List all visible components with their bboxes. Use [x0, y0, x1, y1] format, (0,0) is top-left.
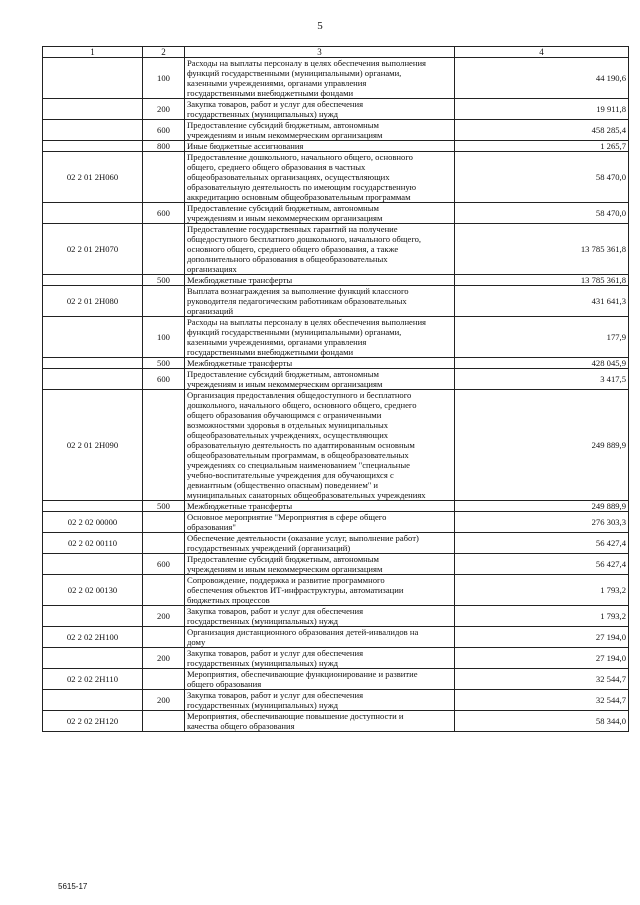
row-expense-type: 200: [143, 648, 185, 669]
row-amount: 32 544,7: [455, 669, 629, 690]
row-description: Основное мероприятие "Мероприятия в сфере общего образования": [185, 512, 455, 533]
row-description: Межбюджетные трансферты: [185, 358, 455, 369]
row-expense-type: [143, 575, 185, 606]
header-col-4: 4: [455, 47, 629, 58]
row-code: 02 2 02 00110: [43, 533, 143, 554]
row-expense-type: 100: [143, 317, 185, 358]
row-description: Выплата вознаграждения за выполнение функций классного руководителя педагогическим работникам образовательных организаций: [185, 286, 455, 317]
row-expense-type: 500: [143, 501, 185, 512]
row-description: Мероприятия, обеспечивающие функционирование и развитие общего образования: [185, 669, 455, 690]
row-code: 02 2 01 2Н060: [43, 152, 143, 203]
row-description: Иные бюджетные ассигнования: [185, 141, 455, 152]
row-code: 02 2 01 2Н070: [43, 224, 143, 275]
table-row: [43, 512, 629, 533]
row-code: [43, 99, 143, 120]
table-row: [43, 627, 629, 648]
row-description: Межбюджетные трансферты: [185, 501, 455, 512]
row-description: Мероприятия, обеспечивающие повышение доступности и качества общего образования: [185, 711, 455, 732]
row-code: [43, 317, 143, 358]
table-row: [43, 152, 629, 203]
page-number: 5: [317, 20, 323, 32]
row-description: Расходы на выплаты персоналу в целях обеспечения выполнения функций государственными (муниципальными) органами, казенными учреждениями, органами управления государственными внебюджетными фондами: [185, 58, 455, 99]
row-expense-type: [143, 390, 185, 501]
row-expense-type: 500: [143, 358, 185, 369]
row-description: Закупка товаров, работ и услуг для обеспечения государственных (муниципальных) нужд: [185, 648, 455, 669]
row-amount: 58 470,0: [455, 203, 629, 224]
row-description: Сопровождение, поддержка и развитие программного обеспечения объектов ИТ-инфраструктуры, автоматизации бюджетных процессов: [185, 575, 455, 606]
row-amount: 249 889,9: [455, 501, 629, 512]
row-description: Предоставление субсидий бюджетным, автономным учреждениям и иным некоммерческим организациям: [185, 554, 455, 575]
row-amount: 56 427,4: [455, 554, 629, 575]
row-code: 02 2 02 2Н120: [43, 711, 143, 732]
row-amount: 249 889,9: [455, 390, 629, 501]
row-code: 02 2 01 2Н090: [43, 390, 143, 501]
row-description: Межбюджетные трансферты: [185, 275, 455, 286]
table-row: [43, 224, 629, 275]
table-row: [43, 286, 629, 317]
document-code: 5615-17: [58, 882, 88, 891]
row-expense-type: 200: [143, 690, 185, 711]
table-row: [43, 606, 629, 627]
row-amount: 27 194,0: [455, 627, 629, 648]
row-amount: 3 417,5: [455, 369, 629, 390]
row-amount: 27 194,0: [455, 648, 629, 669]
row-code: [43, 203, 143, 224]
row-amount: 58 344,0: [455, 711, 629, 732]
table-row: [43, 669, 629, 690]
table-row: [43, 690, 629, 711]
header-col-3: 3: [185, 47, 455, 58]
table-row: [43, 390, 629, 501]
row-amount: 458 285,4: [455, 120, 629, 141]
row-expense-type: 600: [143, 203, 185, 224]
row-code: [43, 275, 143, 286]
row-amount: 1 265,7: [455, 141, 629, 152]
row-expense-type: [143, 669, 185, 690]
table-row: [43, 275, 629, 286]
row-code: 02 2 02 00000: [43, 512, 143, 533]
row-amount: 431 641,3: [455, 286, 629, 317]
row-code: [43, 358, 143, 369]
row-amount: 32 544,7: [455, 690, 629, 711]
row-code: 02 2 01 2Н080: [43, 286, 143, 317]
header-row: [43, 47, 629, 58]
row-amount: 1 793,2: [455, 575, 629, 606]
row-description: Предоставление государственных гарантий на получение общедоступного бесплатного дошкольного, начального общего, основного общего, среднего общего образования, а также дополнительного образования в общеобразовательных организациях: [185, 224, 455, 275]
row-description: Закупка товаров, работ и услуг для обеспечения государственных (муниципальных) нужд: [185, 606, 455, 627]
row-amount: 177,9: [455, 317, 629, 358]
table-row: [43, 648, 629, 669]
row-description: Предоставление субсидий бюджетным, автономным учреждениям и иным некоммерческим организациям: [185, 120, 455, 141]
row-expense-type: 600: [143, 369, 185, 390]
row-code: [43, 501, 143, 512]
table-row: [43, 501, 629, 512]
row-expense-type: 100: [143, 58, 185, 99]
row-expense-type: 200: [143, 99, 185, 120]
row-expense-type: 800: [143, 141, 185, 152]
table-row: [43, 203, 629, 224]
row-expense-type: [143, 533, 185, 554]
row-code: 02 2 02 2Н110: [43, 669, 143, 690]
row-description: Предоставление субсидий бюджетным, автономным учреждениям и иным некоммерческим организациям: [185, 203, 455, 224]
row-amount: 13 785 361,8: [455, 224, 629, 275]
row-description: Расходы на выплаты персоналу в целях обеспечения выполнения функций государственными (муниципальными) органами, казенными учреждениями, органами управления государственными внебюджетными фондами: [185, 317, 455, 358]
row-code: [43, 648, 143, 669]
row-expense-type: 600: [143, 554, 185, 575]
row-expense-type: 200: [143, 606, 185, 627]
table-row: [43, 369, 629, 390]
table-row: [43, 358, 629, 369]
row-code: [43, 141, 143, 152]
row-expense-type: 500: [143, 275, 185, 286]
row-expense-type: 600: [143, 120, 185, 141]
table-row: [43, 120, 629, 141]
row-amount: 19 911,8: [455, 99, 629, 120]
table-row: [43, 575, 629, 606]
row-code: [43, 58, 143, 99]
row-code: [43, 690, 143, 711]
row-description: Предоставление субсидий бюджетным, автономным учреждениям и иным некоммерческим организациям: [185, 369, 455, 390]
row-amount: 1 793,2: [455, 606, 629, 627]
row-expense-type: [143, 627, 185, 648]
row-code: [43, 120, 143, 141]
row-description: Организация дистанционного образования детей-инвалидов на дому: [185, 627, 455, 648]
row-expense-type: [143, 512, 185, 533]
row-code: [43, 369, 143, 390]
row-description: Закупка товаров, работ и услуг для обеспечения государственных (муниципальных) нужд: [185, 99, 455, 120]
row-description: Организация предоставления общедоступного и бесплатного дошкольного, начального общего, основного общего, среднего общего образования обучающимся с ограниченными возможностями здоровья в отдельных муниципальных общеобразовательных учреждениях, осуществляющих образовательную деятельность по адаптированным основным общеобразовательным программам, в общеобразовательных учреждениях со специальным наименованием "специальные учебно-воспитательные учреждения для обучающихся с девиантным (общественно опасным) поведением" и муниципальных санаторных общеобразовательных учреждениях: [185, 390, 455, 501]
row-amount: 428 045,9: [455, 358, 629, 369]
row-description: Закупка товаров, работ и услуг для обеспечения государственных (муниципальных) нужд: [185, 690, 455, 711]
row-expense-type: [143, 286, 185, 317]
row-expense-type: [143, 152, 185, 203]
header-col-1: 1: [43, 47, 143, 58]
table-row: [43, 99, 629, 120]
budget-table: [42, 46, 629, 732]
table-row: [43, 554, 629, 575]
row-expense-type: [143, 224, 185, 275]
row-amount: 276 303,3: [455, 512, 629, 533]
row-code: [43, 606, 143, 627]
header-col-2: 2: [143, 47, 185, 58]
table-row: [43, 533, 629, 554]
row-amount: 56 427,4: [455, 533, 629, 554]
table-row: [43, 58, 629, 99]
row-expense-type: [143, 711, 185, 732]
row-amount: 13 785 361,8: [455, 275, 629, 286]
table-row: [43, 711, 629, 732]
row-code: 02 2 02 2Н100: [43, 627, 143, 648]
row-amount: 58 470,0: [455, 152, 629, 203]
row-code: [43, 554, 143, 575]
row-amount: 44 190,6: [455, 58, 629, 99]
table-row: [43, 141, 629, 152]
row-description: Обеспечение деятельности (оказание услуг, выполнение работ) государственных учреждений (организаций): [185, 533, 455, 554]
row-description: Предоставление дошкольного, начального общего, основного общего, среднего общего образования в частных общеобразовательных организациях, осуществляющих образовательную деятельность по имеющим государственную аккредитацию основным общеобразовательным программам: [185, 152, 455, 203]
table-row: [43, 317, 629, 358]
row-code: 02 2 02 00130: [43, 575, 143, 606]
